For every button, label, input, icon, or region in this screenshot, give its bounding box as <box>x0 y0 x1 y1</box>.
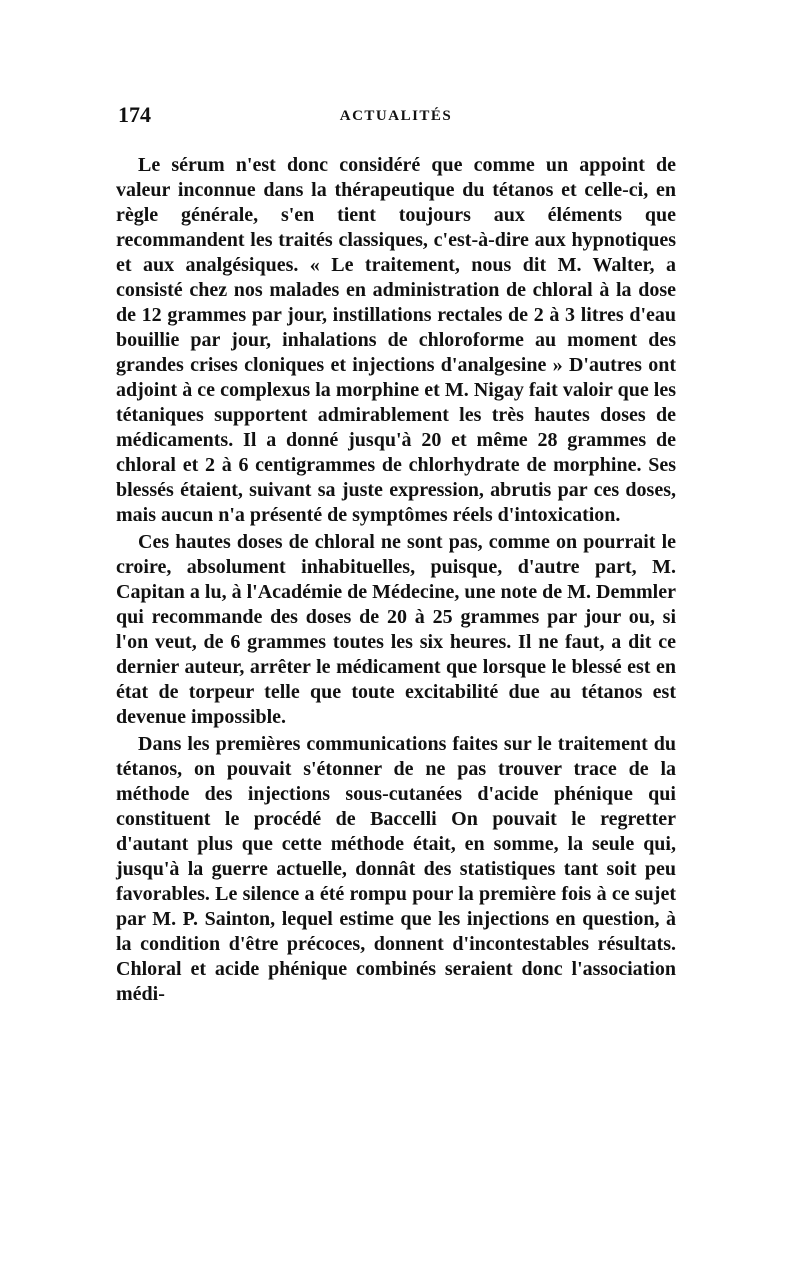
body-text <box>116 153 676 1007</box>
paragraph-serum: Le sérum n'est donc considéré que comme un appoint de valeur inconnue dans la thérapeutique du tétanos et celle-ci, en règle générale, s'en tient toujours aux éléments que recommandent les traités classiques, c'est-à-dire aux hypnotiques et aux analgésiques. « Le traitement, nous dit M. Walter, a consisté chez nos malades en administration de chloral à la dose de 12 grammes par jour, instillations rectales de 2 à 3 litres d'eau bouillie par jour, inhalations de chloroforme au moment des grandes crises cloniques et injections d'analgesine » D'autres ont adjoint à ce complexus la morphine et M. Nigay fait valoir que les tétaniques supportent admirablement les très hautes doses de médicaments. Il a donné jusqu'à 20 et même 28 grammes de chloral et 2 à 6 centigrammes de chlorhydrate de morphine. Ses blessés étaient, suivant sa juste expression, abrutis par ces doses, mais aucun n'a présenté de symptômes réels d'intoxication. <box>116 154 676 526</box>
paragraph-methode-baccelli: Dans les premières communications faites sur le traitement du tétanos, on pouvait s'étonner de ne pas trouver trace de la méthode des injections sous-cutanées d'acide phénique qui constituent le procédé de Baccelli On pouvait le regretter d'autant plus que cette méthode était, en somme, la seule qui, jusqu'à la guerre actuelle, donnât des statistiques tant soit peu favorables. Le silence a été rompu pour la première fois à ce sujet par M. P. Sainton, lequel estime que les injections en question, à la condition d'être précoces, donnent d'incontestables résultats. Chloral et acide phénique combinés seraient donc l'association médi- <box>116 733 676 1005</box>
running-head <box>116 102 676 128</box>
section-title: ACTUALITÉS <box>339 108 453 124</box>
page-number: 174 <box>118 102 151 127</box>
paragraph-hautes-doses: Ces hautes doses de chloral ne sont pas, comme on pourrait le croire, absolument inhabituelles, puisque, d'autre part, M. Capitan a lu, à l'Académie de Médecine, une note de M. Demmler qui recommande des doses de 20 à 25 grammes par jour ou, si l'on veut, de 6 grammes toutes les six heures. Il ne faut, a dit ce dernier auteur, arrêter le médicament que lorsque le blessé est en état de torpeur telle que toute excitabilité due au tétanos est devenue impossible. <box>116 531 676 728</box>
book-page <box>116 0 676 1262</box>
